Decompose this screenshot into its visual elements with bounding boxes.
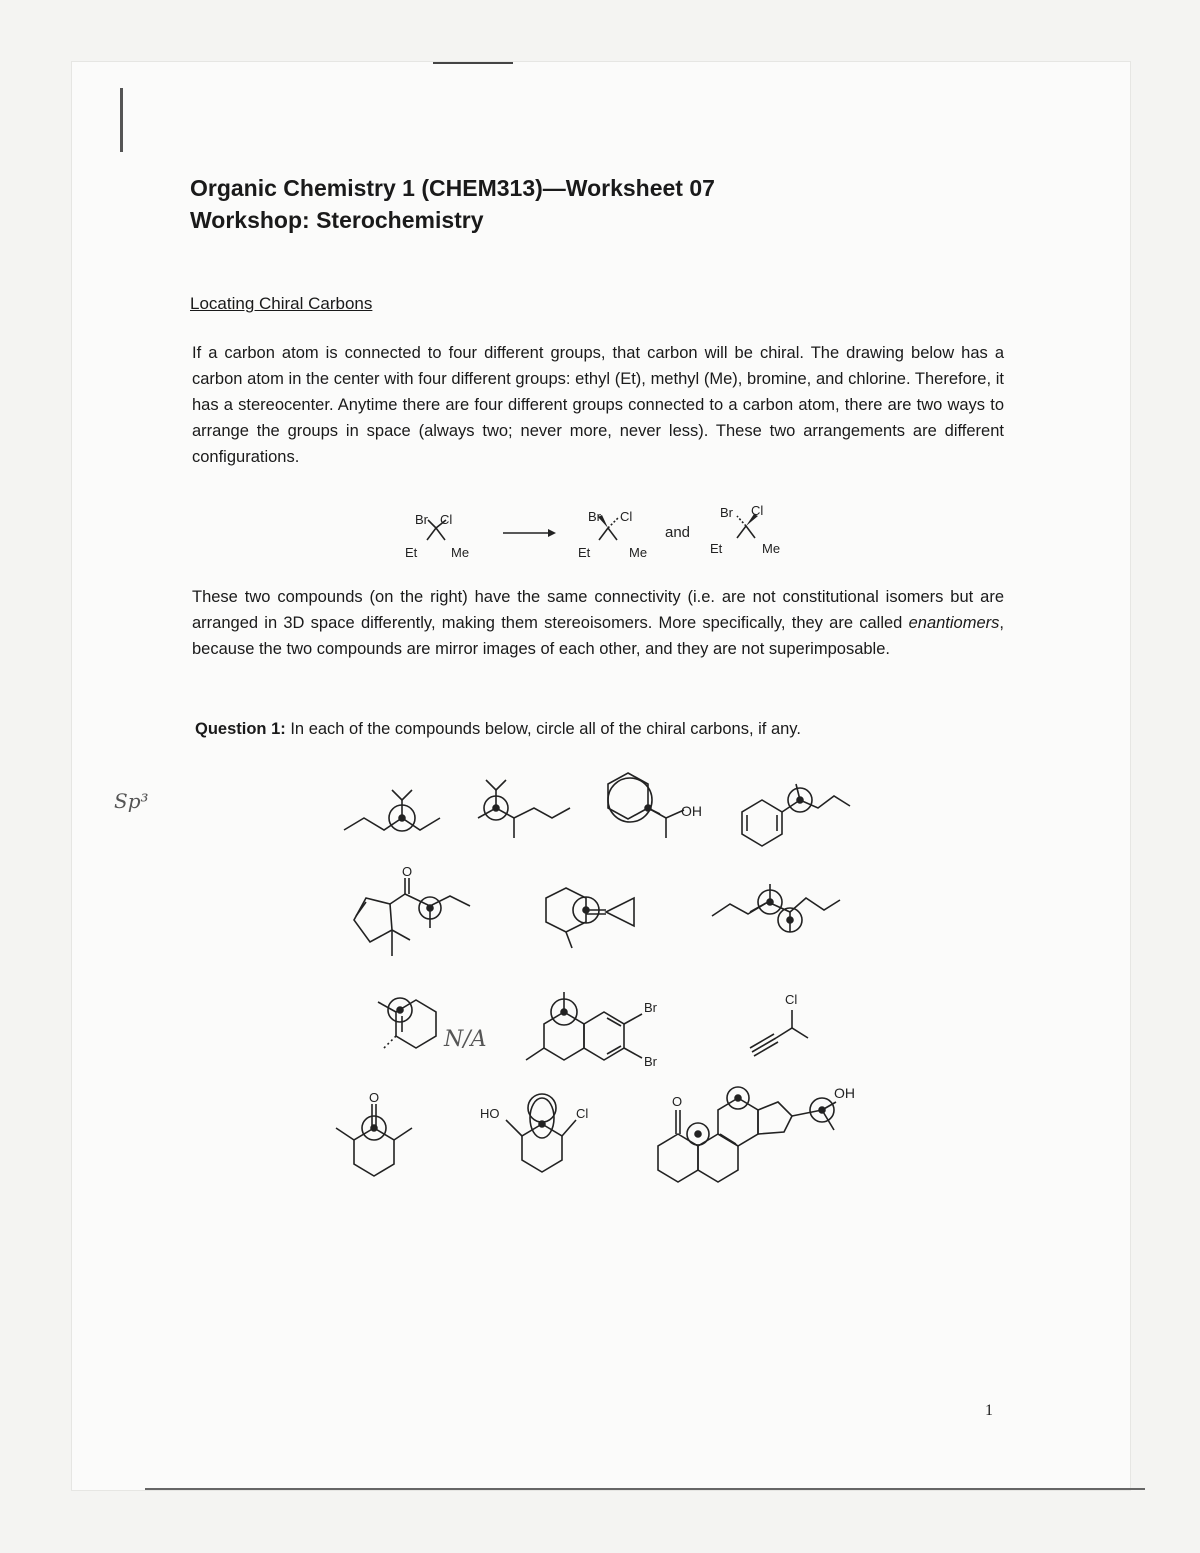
- compound-2: [478, 780, 570, 838]
- p2-text-before: These two compounds (on the right) have the same connectivity (i.e. are not constitutional isomers but are arranged in 3D space differently, making them stereoisomers. More specifically, they are called: [192, 588, 1004, 632]
- compound-11: [336, 1090, 412, 1176]
- compound13-oh-label: OH: [834, 1085, 855, 1101]
- scheme3-me-label: Me: [762, 541, 781, 556]
- scheme-br-label: Br: [415, 512, 428, 527]
- title-line-1: Organic Chemistry 1 (CHEM313)—Worksheet 07: [190, 175, 715, 201]
- compound3-oh-label: OH: [681, 803, 702, 819]
- page-number: 1: [985, 1402, 993, 1419]
- scheme-me-label: Me: [451, 545, 470, 560]
- compound-6: [546, 888, 634, 948]
- compound-7: [712, 884, 840, 932]
- scheme-molecule-2: [578, 509, 647, 560]
- scheme3-cl-label: Cl: [751, 503, 764, 518]
- compound-8: [378, 998, 487, 1052]
- handwritten-margin-note: Sp³: [114, 789, 149, 813]
- compound10-cl-label: Cl: [785, 992, 798, 1007]
- compound5-o-label: O: [402, 864, 413, 879]
- scheme2-me-label: Me: [629, 545, 648, 560]
- compound13-o-label: O: [672, 1094, 683, 1109]
- compound-13: [658, 1085, 855, 1182]
- compound-12: [480, 1094, 588, 1172]
- scheme2-br-label: Br: [588, 509, 601, 524]
- compound11-o-label: O: [369, 1090, 380, 1105]
- question-1-label: Question 1:: [195, 720, 286, 738]
- title-line-2: Workshop: Sterochemistry: [190, 207, 484, 233]
- compound-1: [344, 790, 440, 831]
- section-heading: Locating Chiral Carbons: [190, 294, 373, 313]
- compound-3: [608, 773, 702, 838]
- compound-10: [750, 992, 808, 1056]
- scheme-and-label: and: [665, 524, 691, 541]
- question-1-text: In each of the compounds below, circle all of the chiral carbons, if any.: [285, 720, 801, 738]
- scheme-et-label: Et: [405, 545, 418, 560]
- scheme-molecule-1: [405, 512, 469, 560]
- scheme-cl-label: Cl: [440, 512, 453, 527]
- p2-text-after: , because the two compounds are mirror images of each other, and they are not superimposable.: [192, 614, 1004, 658]
- scan-mark-bottom: [145, 1488, 1145, 1490]
- handwritten-na-note: N/A: [444, 1027, 487, 1052]
- scheme2-cl-label: Cl: [620, 509, 633, 524]
- scheme2-et-label: Et: [578, 545, 591, 560]
- compound-4: [742, 784, 850, 846]
- compound-5: [354, 864, 470, 956]
- scheme3-et-label: Et: [710, 541, 723, 556]
- scheme3-br-label: Br: [720, 505, 733, 520]
- scheme-molecule-3: [710, 503, 780, 556]
- compound9-br-top: Br: [644, 1000, 657, 1015]
- compound12-ho-label: HO: [480, 1106, 500, 1121]
- compound9-br-bottom: Br: [644, 1054, 657, 1069]
- compound12-cl-label: Cl: [576, 1106, 589, 1121]
- intro-paragraph: If a carbon atom is connected to four different groups, that carbon will be chiral. The drawing below has a carbon atom in the center with four different groups: ethyl (Et), methyl (Me), bromine, and chlorine. Therefore, it has a stereocenter. Anytime there are four different groups connected to a carbon atom, there are two ways to arrange the groups in space (always two; never more, never less). These two arrangements are different configurations.: [192, 344, 1004, 466]
- compound-9: [526, 992, 658, 1069]
- scheme-arrow: [503, 529, 556, 537]
- p2-italic-term: enantiomers: [908, 614, 1000, 632]
